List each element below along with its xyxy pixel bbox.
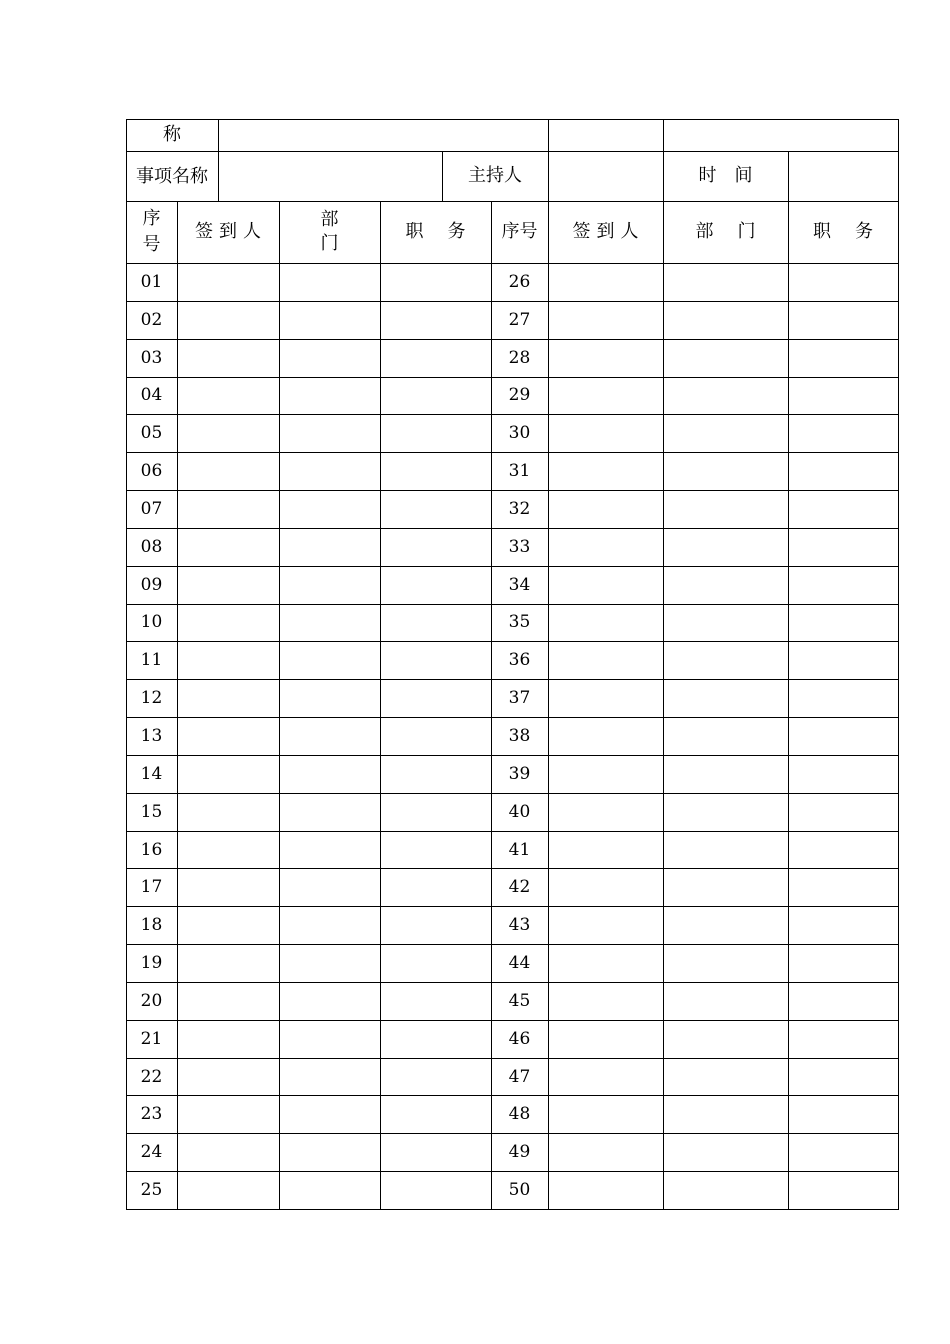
grid-line-vertical: [788, 201, 789, 1210]
row-number-right: 29: [508, 385, 531, 406]
grid-line-vertical: [898, 119, 899, 1210]
row-number-left: 21: [140, 1028, 163, 1049]
row-number-right: 32: [508, 498, 531, 519]
row-number-right: 37: [508, 688, 531, 709]
grid-line-horizontal: [126, 641, 899, 642]
grid-line-vertical: [177, 201, 178, 1210]
row-number-right: 46: [508, 1028, 531, 1049]
column-header-department-right: 部门: [695, 221, 780, 242]
row-number-left: 01: [140, 271, 163, 292]
grid-line-vertical: [218, 151, 219, 202]
row-number-left: 11: [140, 650, 163, 671]
grid-line-horizontal: [126, 906, 899, 907]
grid-line-horizontal: [126, 201, 899, 202]
row-number-right: 38: [508, 725, 531, 746]
grid-line-horizontal: [126, 1171, 899, 1172]
grid-line-vertical: [126, 119, 127, 1210]
column-header-seq-right: 序号: [501, 221, 538, 242]
row-number-right: 42: [508, 877, 531, 898]
column-header-department-left: 部门: [320, 209, 363, 254]
event-name-label: 事项名称: [136, 165, 208, 187]
grid-line-horizontal: [126, 1020, 899, 1021]
grid-line-vertical: [663, 119, 664, 202]
grid-line-horizontal: [126, 868, 899, 869]
row-number-left: 08: [140, 536, 163, 557]
row-number-left: 02: [140, 309, 163, 330]
row-number-right: 48: [508, 1104, 531, 1125]
row-number-right: 44: [508, 953, 531, 974]
row-number-right: 43: [508, 915, 531, 936]
row-number-right: 26: [508, 271, 531, 292]
grid-line-horizontal: [126, 377, 899, 378]
grid-line-horizontal: [126, 566, 899, 567]
row-number-right: 39: [508, 763, 531, 784]
row-number-left: 16: [140, 839, 163, 860]
row-number-left: 15: [140, 801, 163, 822]
row-number-left: 12: [140, 688, 163, 709]
row1-label: 称: [163, 124, 181, 145]
row-number-left: 14: [140, 763, 163, 784]
column-header-signer-left: 签到人: [195, 221, 267, 242]
grid-line-vertical: [218, 119, 219, 152]
time-label: 时 间: [698, 165, 753, 186]
row-number-left: 06: [140, 461, 163, 482]
row-number-left: 19: [140, 953, 163, 974]
grid-line-horizontal: [126, 604, 899, 605]
row-number-left: 09: [140, 574, 163, 595]
row-number-left: 25: [140, 1180, 163, 1201]
row-number-right: 28: [508, 347, 531, 368]
grid-line-horizontal: [126, 1095, 899, 1096]
row-number-left: 04: [140, 385, 163, 406]
row-number-left: 17: [140, 877, 163, 898]
grid-line-horizontal: [126, 679, 899, 680]
grid-line-horizontal: [126, 528, 899, 529]
row-number-right: 31: [508, 461, 531, 482]
row-number-right: 40: [508, 801, 531, 822]
grid-line-horizontal: [126, 119, 899, 120]
row-number-right: 36: [508, 650, 531, 671]
row-number-right: 41: [508, 839, 531, 860]
grid-line-horizontal: [126, 452, 899, 453]
grid-line-vertical: [663, 201, 664, 1210]
grid-line-vertical: [548, 201, 549, 1210]
grid-line-horizontal: [126, 151, 899, 152]
grid-line-horizontal: [126, 944, 899, 945]
row-number-left: 18: [140, 915, 163, 936]
grid-line-vertical: [491, 201, 492, 1210]
row-number-left: 24: [140, 1142, 163, 1163]
seq-left-text: 序号: [142, 208, 161, 255]
grid-line-horizontal: [126, 301, 899, 302]
row-number-right: 33: [508, 536, 531, 557]
grid-line-vertical: [442, 151, 443, 202]
row-number-left: 05: [140, 423, 163, 444]
grid-line-vertical: [548, 119, 549, 202]
grid-line-vertical: [380, 201, 381, 1210]
row-number-right: 35: [508, 612, 531, 633]
grid-line-horizontal: [126, 1133, 899, 1134]
grid-line-horizontal: [126, 831, 899, 832]
sign-in-sheet: [126, 119, 898, 1209]
grid-line-horizontal: [126, 717, 899, 718]
row-number-left: 13: [140, 725, 163, 746]
column-header-position-right: 职务: [813, 221, 897, 242]
grid-line-horizontal: [126, 1058, 899, 1059]
grid-line-horizontal: [126, 414, 899, 415]
column-header-signer-right: 签到人: [572, 221, 645, 242]
grid-line-horizontal: [126, 793, 899, 794]
row-number-left: 20: [140, 990, 163, 1011]
grid-line-horizontal: [126, 339, 899, 340]
row-number-left: 10: [140, 612, 163, 633]
row-number-right: 30: [508, 423, 531, 444]
row-number-right: 49: [508, 1142, 531, 1163]
grid-line-horizontal: [126, 755, 899, 756]
grid-line-horizontal: [126, 490, 899, 491]
grid-line-horizontal: [126, 982, 899, 983]
row-number-right: 27: [508, 309, 531, 330]
row-number-right: 47: [508, 1066, 531, 1087]
row-number-left: 03: [140, 347, 163, 368]
grid-line-vertical: [279, 201, 280, 1210]
column-header-seq-left: [126, 201, 177, 263]
row-number-left: 07: [140, 498, 163, 519]
row-number-right: 45: [508, 990, 531, 1011]
row-number-right: 50: [508, 1180, 531, 1201]
row-number-left: 22: [140, 1066, 163, 1087]
grid-line-horizontal: [126, 263, 899, 264]
host-label: 主持人: [468, 165, 522, 186]
row-number-right: 34: [508, 574, 531, 595]
column-header-position-left: 职务: [405, 221, 490, 242]
grid-line-vertical: [788, 151, 789, 202]
grid-line-horizontal: [126, 1209, 899, 1210]
row-number-left: 23: [140, 1104, 163, 1125]
